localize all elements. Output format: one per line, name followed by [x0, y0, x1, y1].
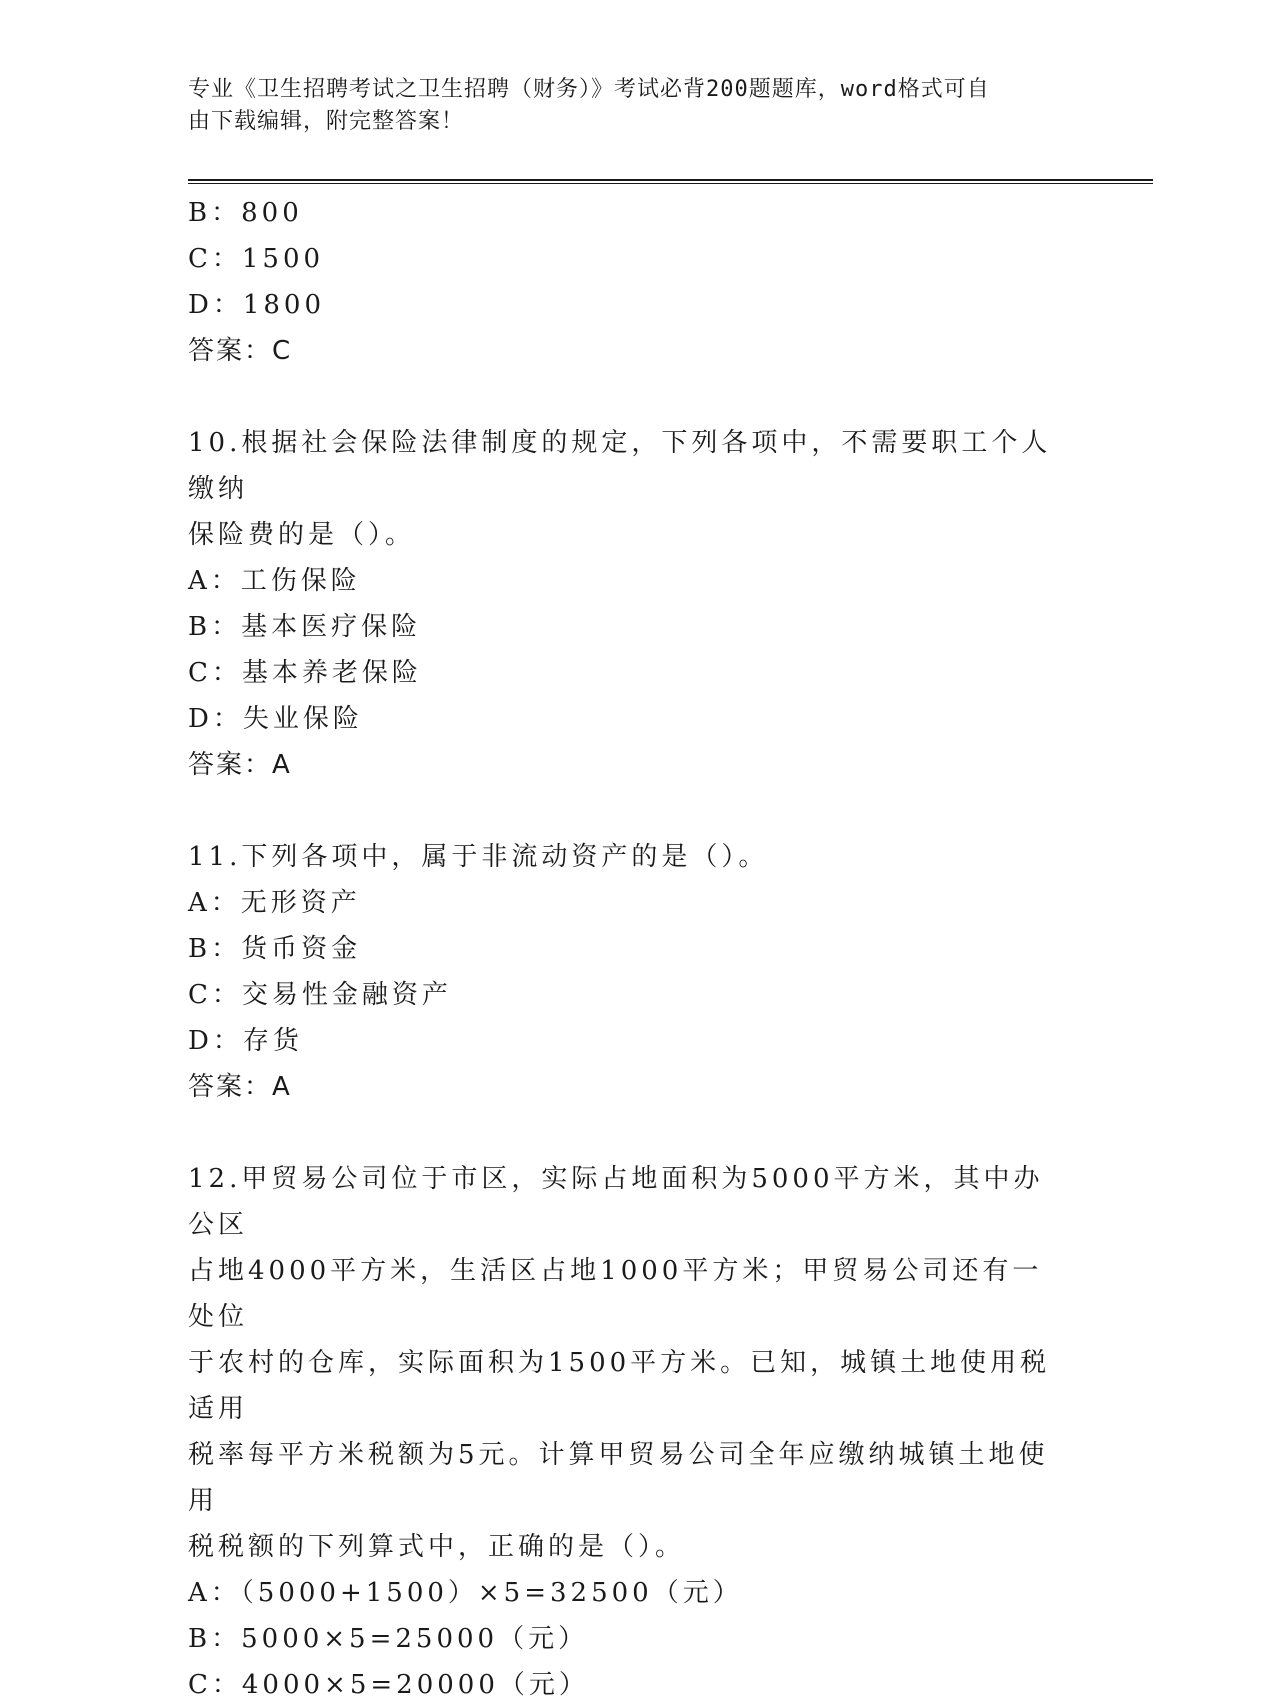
option-b: B：5000×5=25000（元）: [188, 1624, 589, 1654]
question-text-line: 11.下列各项中，属于非流动资产的是（）。: [188, 842, 769, 872]
option-c: C：4000×5=20000（元）: [188, 1670, 589, 1700]
option-d: D：失业保险: [188, 704, 363, 734]
option-b: B：800: [188, 198, 303, 228]
option-c: C：基本养老保险: [188, 658, 422, 688]
option-b: B：基本医疗保险: [188, 612, 422, 642]
question-text-line: 税率每平方米税额为5元。计算甲贸易公司全年应缴纳城镇土地使用: [188, 1440, 1049, 1516]
option-c: C：1500: [188, 244, 325, 274]
header-rule-thin: [188, 183, 1153, 184]
option-a: A：（5000+1500）×5=32500（元）: [188, 1578, 743, 1608]
option-a: A：无形资产: [188, 888, 361, 918]
option-c: C：交易性金融资产: [188, 980, 452, 1010]
option-b: B：货币资金: [188, 934, 362, 964]
answer-line: 答案：A: [188, 1072, 292, 1102]
question-11: [188, 834, 1088, 1110]
question-text-line: 12.甲贸易公司位于市区，实际占地面积为5000平方米，其中办公区: [188, 1164, 1044, 1240]
header-rule-thick: [188, 179, 1153, 181]
header-line-2: 由下载编辑，附完整答案！: [188, 109, 465, 134]
question-text-line: 占地4000平方米，生活区占地1000平方米；甲贸易公司还有一处位: [188, 1256, 1043, 1332]
question-10: [188, 420, 1088, 788]
option-d: D：1800: [188, 290, 326, 320]
question-text-line: 税税额的下列算式中，正确的是（）。: [188, 1532, 686, 1562]
spacer: [188, 1110, 1088, 1156]
option-d: D：存货: [188, 1026, 303, 1056]
spacer: [188, 788, 1088, 834]
question-text-line: 保险费的是（）。: [188, 520, 416, 550]
question-9-continuation: [188, 190, 1088, 374]
document-header: [188, 74, 1068, 138]
header-line-1: 专业《卫生招聘考试之卫生招聘（财务）》考试必背200题题库，word格式可自: [188, 77, 990, 102]
spacer: [188, 374, 1088, 420]
document-body: [188, 190, 1088, 1708]
answer-line: 答案：A: [188, 750, 292, 780]
option-a: A：工伤保险: [188, 566, 361, 596]
question-text-line: 于农村的仓库，实际面积为1500平方米。已知，城镇土地使用税适用: [188, 1348, 1051, 1424]
question-12: [188, 1156, 1088, 1708]
question-text-line: 10.根据社会保险法律制度的规定，下列各项中，不需要职工个人缴纳: [188, 428, 1052, 504]
answer-line: 答案：C: [188, 336, 293, 366]
